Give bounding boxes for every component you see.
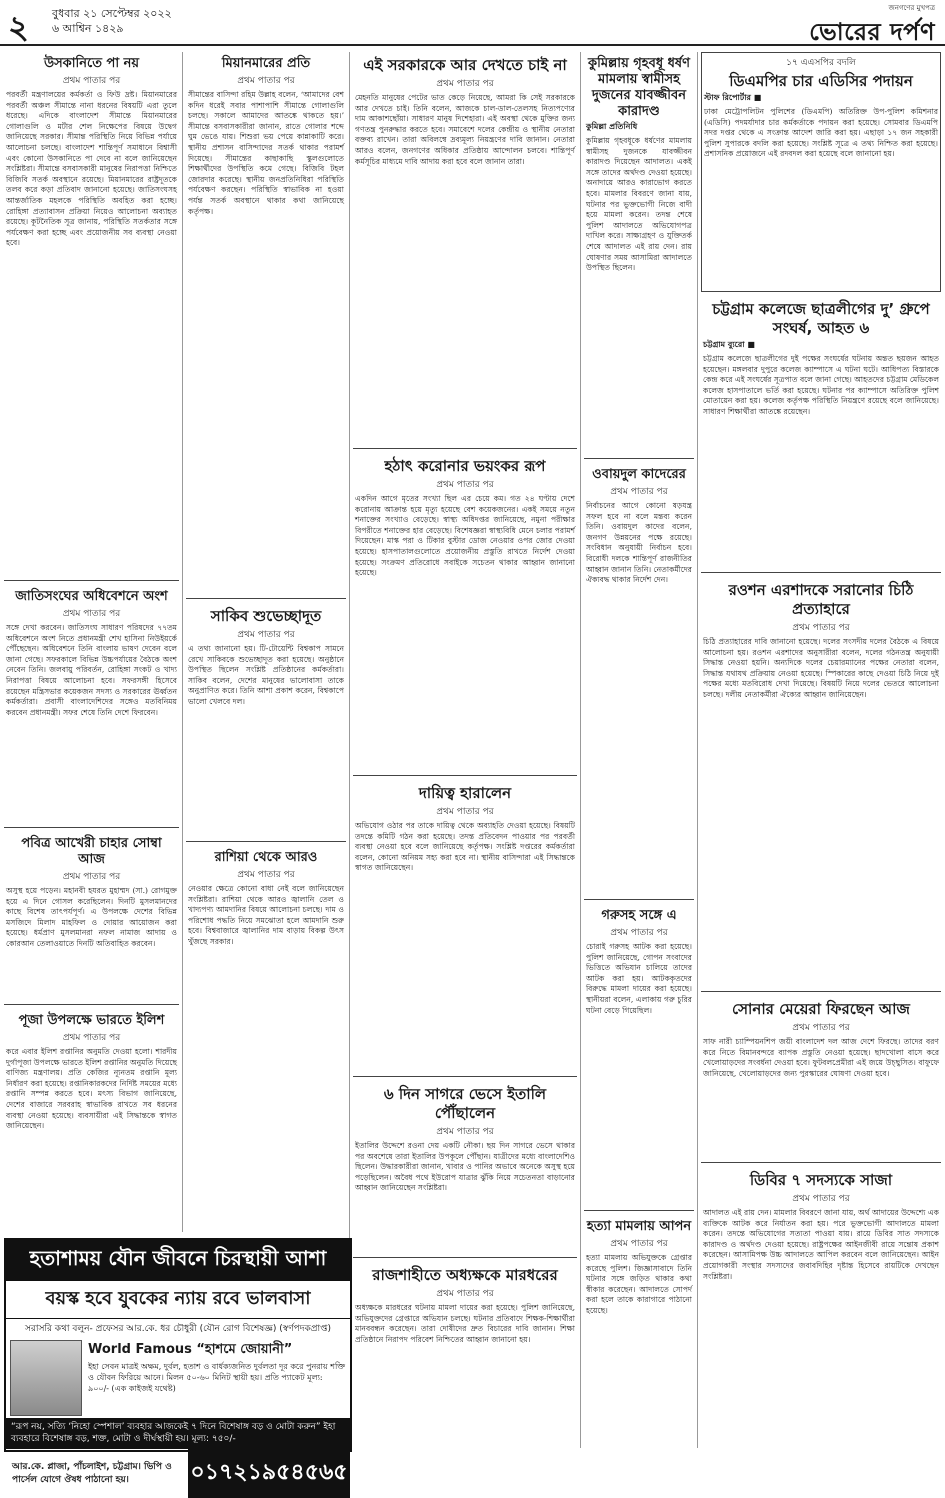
article-body: সঙ্গে দেখা করবেন। জাতিসংঘ সাধারণ পরিষদের ৭৭তম অধিবেশনে অংশ নিতে প্রধানমন্ত্রী শেখ হাসিনা নিউইয়র্কে পৌঁছেছেন। অধিবেশনে তিনি বাংলায় ভাষণ দেবেন বলে জানা গেছে। সফরকালে বিভিন্ন উচ্চপর্যায়ের বৈঠকে অংশ নেবেন তিনি। জলবায়ু পরিবর্তন, রোহিঙ্গা সংকট ও খাদ্য নিরাপত্তা বিষয়ে আলোচনা হবে। সফরসঙ্গী হিসেবে রয়েছেন মন্ত্রিসভার কয়েকজন সদস্য ও সরকারের ঊর্ধ্বতন কর্মকর্তারা। প্রবাসী বাংলাদেশিদের সঙ্গেও মতবিনিময় করবেন প্রধানমন্ত্রী। সফর শেষে তিনি দেশে ফিরবেন। bbox=[6, 623, 177, 717]
article-kicker: প্রথম পাতার পর bbox=[610, 487, 668, 497]
article-title: পবিত্র আখেরী চাহার সোম্বা আজ bbox=[21, 836, 162, 867]
article-kicker: ১৭ এএসপির বদলি bbox=[786, 58, 856, 68]
article-body: আদালত এই রায় দেন। মামলার বিবরণে জানা যায়, অর্থ আদায়ের উদ্দেশ্যে এক ব্যক্তিকে আটক করে নির্যাতন করা হয়। পরে ভুক্তভোগী আদালতে মামলা করেন। তদন্তে অভিযোগের সত্যতা পাওয়া যায়। রায়ে ডিবির সাত সদস্যকে কারাদণ্ড ও অর্থদণ্ড দেওয়া হয়েছে। রাষ্ট্রপক্ষের আইনজীবী রায়ে সন্তোষ প্রকাশ করেছেন। আসামিপক্ষ উচ্চ আদালতে আপিল করবেন বলে জানিয়েছেন। আইন প্রয়োগকারী সংস্থার সদস্যদের জবাবদিহির দৃষ্টান্ত হিসেবে রায়টিকে দেখছেন সংশ্লিষ্টরা। bbox=[703, 1208, 939, 1281]
column-divider bbox=[697, 52, 698, 1448]
article-body: চোরাই গরুসহ আটক করা হয়েছে। পুলিশ জানিয়েছে, গোপন সংবাদের ভিত্তিতে অভিযান চালিয়ে তাদের আটক করা হয়। আটককৃতদের বিরুদ্ধে মামলা দায়ের করা হয়েছে। স্থানীয়রা বলেন, এলাকায় গরু চুরির ঘটনা বেড়ে গিয়েছিল। bbox=[586, 942, 692, 1015]
article-italy bbox=[353, 1081, 577, 1258]
article-kicker: প্রথম পাতার পর bbox=[62, 609, 121, 619]
article-body: করে এবার ইলিশ রপ্তানির অনুমতি দেওয়া হলো। শারদীয় দুর্গাপূজা উপলক্ষে ভারতে ইলিশ রপ্তানির অনুমতি দিয়েছে বাণিজ্য মন্ত্রণালয়। প্রতি কেজির ন্যূনতম রপ্তানি মূল্য নির্ধারণ করা হয়েছে। রপ্তানিকারকদের নির্দিষ্ট সময়ের মধ্যে রপ্তানি সম্পন্ন করতে হবে। মৎস্য বিভাগ জানিয়েছে, দেশের বাজারে সরবরাহ স্বাভাবিক রাখতে সব ধরনের ব্যবস্থা নেওয়া হয়েছে। ব্যবসায়ীরা এই সিদ্ধান্তকে স্বাগত জানিয়েছেন। bbox=[6, 1047, 177, 1131]
column-5 bbox=[701, 52, 941, 1448]
article-title: সোনার মেয়েরা ফিরছেন আজ bbox=[732, 1000, 910, 1018]
column-divider bbox=[182, 52, 183, 1232]
article-title: কুমিল্লায় গৃহবধূ ধর্ষণ মামলায় স্বামীসহ দুজনের যাবজ্জীবন কারাদণ্ড bbox=[588, 56, 690, 119]
article-ilish bbox=[4, 1009, 179, 1225]
article-body: চিঠি প্রত্যাহারের দাবি জানানো হয়েছে। দলের সংসদীয় দলের বৈঠকে এ বিষয়ে আলোচনা হয়। রওশন এরশাদের অনুসারীরা বলেন, দলের গঠনতন্ত্র অনুযায়ী সিদ্ধান্ত নেওয়া হয়নি। অন্যদিকে দলের চেয়ারম্যানের পক্ষের নেতারা বলেন, সিদ্ধান্ত যথাযথ প্রক্রিয়ায় নেওয়া হয়েছে। স্পিকারের কাছে দেওয়া চিঠি নিয়ে দুই পক্ষের মধ্যে মতবিরোধ দেখা দিয়েছে। বিষয়টি নিয়ে দলের ভেতরে আলোচনা চলছে। দলীয় নেতাকর্মীরা ঐক্যের আহ্বান জানিয়েছেন। bbox=[703, 637, 939, 699]
article-title: হঠাৎ করোনার ভয়ংকর রূপ bbox=[384, 457, 546, 475]
column-4 bbox=[584, 52, 694, 1448]
article-body: নির্বাচনের আগে কোনো ষড়যন্ত্র সফল হবে না বলে মন্তব্য করেন তিনি। ওবায়দুল কাদের বলেন, জনগণ উন্নয়নের পক্ষে রয়েছে। সংবিধান অনুযায়ী নির্বাচন হবে। বিরোধী দলকে শান্তিপূর্ণ রাজনীতির আহ্বান জানান তিনি। নেতাকর্মীদের ঐক্যবদ্ধ থাকার নির্দেশ দেন। bbox=[586, 501, 692, 585]
article-body: অভিযোগ ওঠার পর তাকে দায়িত্ব থেকে অব্যাহতি দেওয়া হয়েছে। বিষয়টি তদন্তে কমিটি গঠন করা হয়েছে। তদন্ত প্রতিবেদন পাওয়ার পর পরবর্তী ব্যবস্থা নেওয়া হবে বলে জানিয়েছে কর্তৃপক্ষ। সংশ্লিষ্ট দপ্তরের কর্মকর্তারা বলেন, কোনো অনিয়ম সহ্য করা হবে না। স্থানীয় বাসিন্দারা এই সিদ্ধান্তকে স্বাগত জানিয়েছেন। bbox=[355, 821, 575, 873]
article-title: পূজা উপলক্ষে ভারতে ইলিশ bbox=[18, 1013, 165, 1028]
article-jatisangha bbox=[4, 585, 179, 828]
article-kicker: প্রথম পাতার পর bbox=[436, 1289, 494, 1299]
article-kicker: প্রথম পাতার পর bbox=[62, 872, 121, 882]
article-body: ইতালির উদ্দেশে রওনা দেয় একটি নৌকা। ছয় দিন সাগরে ভেসে থাকার পর অবশেষে তারা ইতালির উপকূলে পৌঁছান। যাত্রীদের মধ্যে বাংলাদেশিও ছিলেন। উদ্ধারকারীরা জানান, খাবার ও পানির অভাবে অনেকে অসুস্থ হয়ে পড়েছিলেন। অবৈধ পথে ইউরোপ যাত্রার ঝুঁকি নিয়ে সচেতনতা বাড়ানোর আহ্বান জানিয়েছেন সংশ্লিষ্টরা। bbox=[355, 1141, 575, 1193]
doctor-photo bbox=[10, 1340, 82, 1416]
article-hatya bbox=[584, 1215, 694, 1451]
article-body: অধ্যক্ষকে মারধরের ঘটনায় মামলা দায়ের করা হয়েছে। পুলিশ জানিয়েছে, অভিযুক্তদের গ্রেপ্তারে অভিযান চলছে। ঘটনার প্রতিবাদে শিক্ষক-শিক্ষার্থীরা মানববন্ধন করেছেন। তারা দোষীদের দ্রুত বিচারের দাবি জানান। শিক্ষা প্রতিষ্ঠানে নিরাপদ পরিবেশ নিশ্চিতের আহ্বান জানানো হয়। bbox=[355, 1303, 575, 1344]
column-2 bbox=[186, 52, 346, 1232]
article-dateline: স্টাফ রিপোর্টার ■ bbox=[704, 93, 762, 102]
date-line-bangla: ৬ আশ্বিন ১৪২৯ bbox=[52, 22, 124, 35]
advertisement bbox=[4, 1238, 352, 1485]
ad-description: ইহা সেবন মাত্রই অক্ষম, দুর্বল, হতাশ ও বার্ধক্যজনিত দুর্বলতা দূর করে পুনরায় শক্তি ও যৌবন ফিরিয়ে আনে। মিলন ৫০-৬০ মিনিট স্থায়ী হয়। প্রতি প্যাকেট মূল্য: ৯০০/- (এক কাইজই যথেষ্ট) bbox=[88, 1362, 346, 1393]
article-kicker: প্রথম পাতার পর bbox=[792, 1023, 850, 1033]
article-kicker: প্রথম পাতার পর bbox=[792, 1194, 850, 1204]
article-cumilla bbox=[584, 52, 694, 459]
ad-product-name: World Famous “হাশমে জোয়ানী” bbox=[88, 1342, 293, 1357]
masthead bbox=[0, 0, 945, 46]
article-russia bbox=[186, 846, 346, 1212]
logo-tagline: জনগণের মুখপত্র bbox=[888, 4, 935, 12]
logo-text: ভোরের দর্পণ bbox=[809, 18, 935, 46]
article-title: ডিএমপির চার এডিসির পদায়ন bbox=[729, 72, 913, 90]
article-body: একদিন আগে মৃতের সংখ্যা ছিল এর চেয়ে কম। গত ২৪ ঘণ্টায় দেশে করোনায় আক্রান্ত হয়ে মৃত্যু হয়েছে বেশ কয়েকজনের। একই সময়ে নতুন শনাক্তের সংখ্যাও বেড়েছে। স্বাস্থ্য অধিদপ্তর জানিয়েছে, নমুনা পরীক্ষার বিপরীতে শনাক্তের হার বেড়েছে। বিশেষজ্ঞরা স্বাস্থ্যবিধি মেনে চলার পরামর্শ দিয়েছেন। মাস্ক পরা ও টিকার বুস্টার ডোজ নেওয়ার ওপর জোর দেওয়া হয়েছে। হাসপাতালগুলোতে প্রয়োজনীয় প্রস্তুতি রাখতে নির্দেশ দেওয়া হয়েছে। সংক্রমণ প্রতিরোধে সবাইকে সচেতন থাকার আহ্বান জানানো হয়েছে। bbox=[355, 494, 575, 578]
article-body: মেহনতি মানুষের পেটের ভাত কেড়ে নিয়েছে, আমরা কি সেই সরকারকে আর দেখতে চাই। তিনি বলেন, আজকে চাল-ডাল-তেলসহ নিত্যপণ্যের দাম আকাশছোঁয়া। সাধারণ মানুষ দিশেহারা। এই অবস্থা থেকে মুক্তির জন্য গণতন্ত্র পুনরুদ্ধার করতে হবে। সমাবেশে দলের কেন্দ্রীয় ও স্থানীয় নেতারা বক্তব্য রাখেন। তারা অবিলম্বে দ্রব্যমূল্য নিয়ন্ত্রণের দাবি জানান। নেতারা আরও বলেন, জনগণের অধিকার প্রতিষ্ঠায় আন্দোলন চলবে। শান্তিপূর্ণ কর্মসূচির মাধ্যমে দাবি আদায় করা হবে বলে জানান তারা। bbox=[355, 93, 575, 166]
ad-headline-1: হতাশাময় যৌন জীবনে চিরস্থায়ী আশা bbox=[6, 1240, 350, 1281]
article-kicker: প্রথম পাতার পর bbox=[237, 870, 295, 880]
article-body: ঢাকা মেট্রোপলিটন পুলিশের (ডিএমপি) অতিরিক্ত উপ-পুলিশ কমিশনার (এডিসি) পদমর্যাদার চার কর্মকর্তাকে পদায়ন করা হয়েছে। সোমবার ডিএমপি সদর দপ্তর থেকে এ সংক্রান্ত আদেশ জারি করা হয়। এছাড়া ১৭ জন সহকারী পুলিশ সুপারকে বদলি করা হয়েছে। সংশ্লিষ্ট সূত্রে এ তথ্য নিশ্চিত করা হয়েছে। প্রশাসনিক প্রয়োজনে এই রদবদল করা হয়েছে বলে জানানো হয়। bbox=[704, 107, 938, 159]
date-box bbox=[52, 6, 172, 36]
article-body: পরবর্তী মন্ত্রণালয়ের কর্মকর্তা ও ফিউ দ্রষ্ট। মিয়ানমারের পরবর্তী অঞ্চল সীমান্তে নানা ধরনের বিষয়টি এরা তুলে ধরেছে। এদিকে বাংলাদেশ সীমান্তে মিয়ানমারের গোলাগুলি ও মর্টার শেল নিক্ষেপের বিষয়ে উদ্বেগ জানিয়েছে সরকার। সীমান্ত পরিস্থিতি নিয়ে বিভিন্ন পর্যায়ে আলোচনা চলছে। বাংলাদেশ শান্তিপূর্ণ সমাধানে বিশ্বাসী এবং কোনো উসকানিতে পা দেবে না বলে জানিয়েছেন সংশ্লিষ্টরা। সীমান্তে বসবাসকারী মানুষের নিরাপত্তা নিশ্চিতে বিজিবি সতর্ক অবস্থানে রয়েছে। মিয়ানমারের রাষ্ট্রদূতকে তলব করে কড়া প্রতিবাদ জানানো হয়েছে। জাতিসংঘসহ আন্তর্জাতিক মহলকে পরিস্থিতি অবহিত করা হচ্ছে। রোহিঙ্গা প্রত্যাবাসন প্রক্রিয়া নিয়েও আলোচনা অব্যাহত রয়েছে। কূটনৈতিক সূত্র জানায়, পরিস্থিতি সতর্কতার সঙ্গে পর্যবেক্ষণ করা হচ্ছে এবং প্রয়োজনীয় সব ব্যবস্থা নেওয়া হবে। bbox=[6, 90, 177, 248]
page-number: ২ bbox=[8, 8, 29, 46]
article-title: উসকানিতে পা নয় bbox=[43, 56, 140, 71]
article-kicker: প্রথম পাতার পর bbox=[792, 623, 850, 633]
ad-footer bbox=[6, 1448, 350, 1498]
newspaper-logo bbox=[809, 2, 935, 54]
ad-address: আর.কে. প্লাজা, পাঁচলাইশ, চট্টগ্রাম। ভিপি ও পার্সেল যোগে ঔষধ পাঠানো হয়। bbox=[12, 1461, 172, 1485]
article-rawshan bbox=[701, 577, 941, 992]
article-goru bbox=[584, 904, 694, 1211]
article-kicker: প্রথম পাতার পর bbox=[610, 1239, 668, 1249]
article-dateline: চট্টগ্রাম ব্যুরো ■ bbox=[703, 340, 755, 349]
article-dmp bbox=[701, 52, 941, 292]
article-body: হত্যা মামলায় অভিযুক্তকে গ্রেপ্তার করেছে পুলিশ। জিজ্ঞাসাবাদে তিনি ঘটনার সঙ্গে জড়িত থাকার কথা স্বীকার করেছেন। আদালতে সোপর্দ করা হলে তাকে কারাগারে পাঠানো হয়েছে। bbox=[586, 1253, 692, 1315]
article-title: রাশিয়া থেকে আরও bbox=[214, 850, 318, 865]
ad-body bbox=[6, 1338, 350, 1418]
article-title: জাতিসংঘের অধিবেশনে অংশ bbox=[15, 589, 168, 604]
article-body: সীমান্তের বাসিন্দা রহিম উল্লাহ বলেন, ‘আমাদের বেশ কদিন ধরেই সবার পাশাপাশি সীমান্তে গোলাগুলি চলছে। সকালে আমাদের আতঙ্কে থাকতে হয়।’ সীমান্তে বসবাসকারীরা জানান, রাতে গোলার শব্দে ঘুম ভেঙে যায়। শিশুরা ভয় পেয়ে কান্নাকাটি করে। স্থানীয় প্রশাসন বাসিন্দাদের সতর্ক থাকার পরামর্শ দিয়েছে। সীমান্তের কাছাকাছি স্কুলগুলোতে শিক্ষার্থীদের উপস্থিতি কমে গেছে। বিজিবি টহল জোরদার করেছে। স্থানীয় জনপ্রতিনিধিরা পরিস্থিতি পর্যবেক্ষণ করছেন। পরিস্থিতি স্বাভাবিক না হওয়া পর্যন্ত সতর্ক অবস্থানে থাকার কথা জানিয়েছে কর্তৃপক্ষ। bbox=[188, 90, 344, 216]
article-kicker: প্রথম পাতার পর bbox=[237, 630, 295, 640]
article-kicker: প্রথম পাতার পর bbox=[436, 79, 494, 89]
article-kicker: প্রথম পাতার পর bbox=[436, 480, 494, 490]
article-body: এ তথ্য জানানো হয়। টি-টোয়েন্টি বিশ্বকাপ সামনে রেখে সাকিবকে শুভেচ্ছাদূত করা হয়েছে। অনুষ্ঠানে উপস্থিত ছিলেন সংশ্লিষ্ট প্রতিষ্ঠানের কর্মকর্তারা। সাকিব বলেন, দেশের মানুষের ভালোবাসা তাকে অনুপ্রাণিত করে। তিনি আশা প্রকাশ করেন, বিশ্বকাপে ভালো খেলবে দল। bbox=[188, 644, 344, 706]
article-kicker: প্রথম পাতার পর bbox=[436, 807, 494, 817]
article-title: গরুসহ সঙ্গে এ bbox=[601, 908, 677, 923]
article-db bbox=[701, 1167, 941, 1473]
article-body: নেওয়ার ক্ষেত্রে কোনো বাধা নেই বলে জানিয়েছেন সংশ্লিষ্টরা। রাশিয়া থেকে আরও জ্বালানি তেল ও খাদ্যপণ্য আমদানির বিষয়ে আলোচনা চলছে। দাম ও পরিশোধ পদ্ধতি নিয়ে সমঝোতা হলে আমদানি শুরু হবে। বিশ্ববাজারে জ্বালানির দাম বাড়ায় বিকল্প উৎস খুঁজছে সরকার। bbox=[188, 884, 344, 946]
ad-band: “রূপ নয়, সত্যি ‘নিহো স্পেশাল’ ব্যবহার আজকেই ৭ দিনে বিশেষাঙ্গ বড় ও মোটা করুন” ইহা ব্যবহারে বিশেষাঙ্গ বড়, শক্ত, মোটা ও দীর্ঘস্থায়ী হয়। মূল্য: ৭৫০/- bbox=[6, 1418, 350, 1448]
ad-phone-number: ০১৭২১৯৫৪৫৬৫ bbox=[188, 1449, 350, 1498]
article-dateline: কুমিল্লা প্রতিনিধি bbox=[586, 122, 638, 131]
column-1 bbox=[4, 52, 179, 1232]
article-body: অসুস্থ হয়ে পড়েন। মহানবী হযরত মুহাম্মদ (সা.) রোগমুক্ত হয়ে এ দিনে গোসল করেছিলেন। দিনটি মুসলমানদের কাছে বিশেষ তাৎপর্যপূর্ণ। এ উপলক্ষে দেশের বিভিন্ন মসজিদে মিলাদ মাহফিল ও দোয়ার আয়োজন করা হয়েছে। ধর্মপ্রাণ মুসলমানরা নফল নামাজ আদায় ও কোরআন তেলাওয়াতে দিনটি অতিবাহিত করবেন। bbox=[6, 886, 177, 948]
article-obaidul bbox=[584, 463, 694, 900]
article-title: হত্যা মামলায় আপন bbox=[586, 1219, 692, 1234]
article-title: ডিবির ৭ সদস্যকে সাজা bbox=[749, 1171, 893, 1189]
article-title: ওবায়দুল কাদেরের bbox=[592, 467, 686, 482]
article-title: দায়িত্ব হারালেন bbox=[418, 784, 512, 802]
ad-subline: সরাসরি কথা বলুন- প্রফেসর আর.কে. ধর চৌধুরী (যৌন রোগ বিশেষজ্ঞ) (স্বর্ণপদকপ্রাপ্ত) bbox=[24, 1324, 332, 1334]
article-title: রওশন এরশাদকে সরানোর চিঠি প্রত্যাহারে bbox=[728, 581, 914, 618]
article-title: সাকিব শুভেচ্ছাদূত bbox=[210, 607, 322, 625]
article-title: এই সরকারকে আর দেখতে চাই না bbox=[363, 56, 567, 74]
article-title: রাজশাহীতে অধ্যক্ষকে মারধরের bbox=[372, 1266, 558, 1284]
article-title: ৬ দিন সাগরে ভেসে ইতালি পৌঁছালেন bbox=[383, 1085, 547, 1122]
article-title: চট্টগ্রাম কলেজে ছাত্রলীগের দু’ গ্রুপে সংঘর্ষ, আহত ৬ bbox=[712, 300, 930, 337]
article-kicker: প্রথম পাতার পর bbox=[62, 1033, 121, 1043]
date-line-english: বুধবার ২১ সেপ্টেম্বর ২০২২ bbox=[52, 7, 172, 20]
column-3 bbox=[353, 52, 577, 1448]
article-uskanite bbox=[4, 52, 179, 581]
article-kicker: প্রথম পাতার পর bbox=[62, 76, 121, 86]
article-corona bbox=[353, 453, 577, 776]
article-body: কুমিল্লায় গৃহবধূকে ধর্ষণের মামলায় স্বামীসহ দুজনকে যাবজ্জীবন কারাদণ্ড দিয়েছেন আদালত। একই সঙ্গে তাদের অর্থদণ্ড দেওয়া হয়েছে। অনাদায়ে আরও কারাভোগ করতে হবে। মামলার বিবরণে জানা যায়, ঘটনার পর ভুক্তভোগী নিজে বাদী হয়ে মামলা করেন। তদন্ত শেষে পুলিশ আদালতে অভিযোগপত্র দাখিল করে। সাক্ষ্যগ্রহণ ও যুক্তিতর্ক শেষে আদালত এই রায় দেন। রায় ঘোষণার সময় আসামিরা আদালতে উপস্থিত ছিলেন। bbox=[586, 136, 692, 273]
article-kicker: প্রথম পাতার পর bbox=[237, 76, 295, 86]
article-dayitwa bbox=[353, 780, 577, 1077]
article-sonar-meye bbox=[701, 996, 941, 1163]
article-ctg-college bbox=[701, 296, 941, 573]
article-myanmar bbox=[186, 52, 346, 599]
article-shakib bbox=[186, 603, 346, 842]
article-rajshahi bbox=[353, 1262, 577, 1458]
article-ei-sarkar bbox=[353, 52, 577, 449]
article-kicker: প্রথম পাতার পর bbox=[436, 1127, 494, 1137]
article-chahar-shomba bbox=[4, 832, 179, 1005]
article-kicker: প্রথম পাতার পর bbox=[610, 928, 668, 938]
article-body: চট্টগ্রাম কলেজে ছাত্রলীগের দুই পক্ষের সংঘর্ষের ঘটনায় অন্তত ছয়জন আহত হয়েছেন। মঙ্গলবার দুপুরে কলেজ ক্যাম্পাসে এ ঘটনা ঘটে। আধিপত্য বিস্তারকে কেন্দ্র করে এই সংঘর্ষের সূত্রপাত বলে জানা গেছে। আহতদের চট্টগ্রাম মেডিকেল কলেজ হাসপাতালে ভর্তি করা হয়েছে। ঘটনার পর ক্যাম্পাসে অতিরিক্ত পুলিশ মোতায়েন করা হয়। কলেজ কর্তৃপক্ষ পরিস্থিতি নিয়ন্ত্রণে রয়েছে বলে জানিয়েছে। সাধারণ শিক্ষার্থীরা আতঙ্কে রয়েছেন। bbox=[703, 354, 939, 416]
column-divider bbox=[580, 52, 581, 1448]
article-body: সাফ নারী চ্যাম্পিয়নশিপ জয়ী বাংলাদেশ দল আজ দেশে ফিরছে। তাদের বরণ করে নিতে বিমানবন্দরে ব্যাপক প্রস্তুতি নেওয়া হয়েছে। ছাদখোলা বাসে করে খেলোয়াড়দের সংবর্ধনা দেওয়া হবে। ফুটবলপ্রেমীরা এই জয়ে উচ্ছ্বসিত। বাফুফে জানিয়েছে, খেলোয়াড়দের জন্য পুরস্কারের ঘোষণা দেওয়া হবে। bbox=[703, 1037, 939, 1078]
ad-headline-2: বয়স্ক হবে যুবকের ন্যায় রবে ভালবাসা bbox=[6, 1281, 350, 1319]
article-title: মিয়ানমারের প্রতি bbox=[221, 56, 311, 71]
